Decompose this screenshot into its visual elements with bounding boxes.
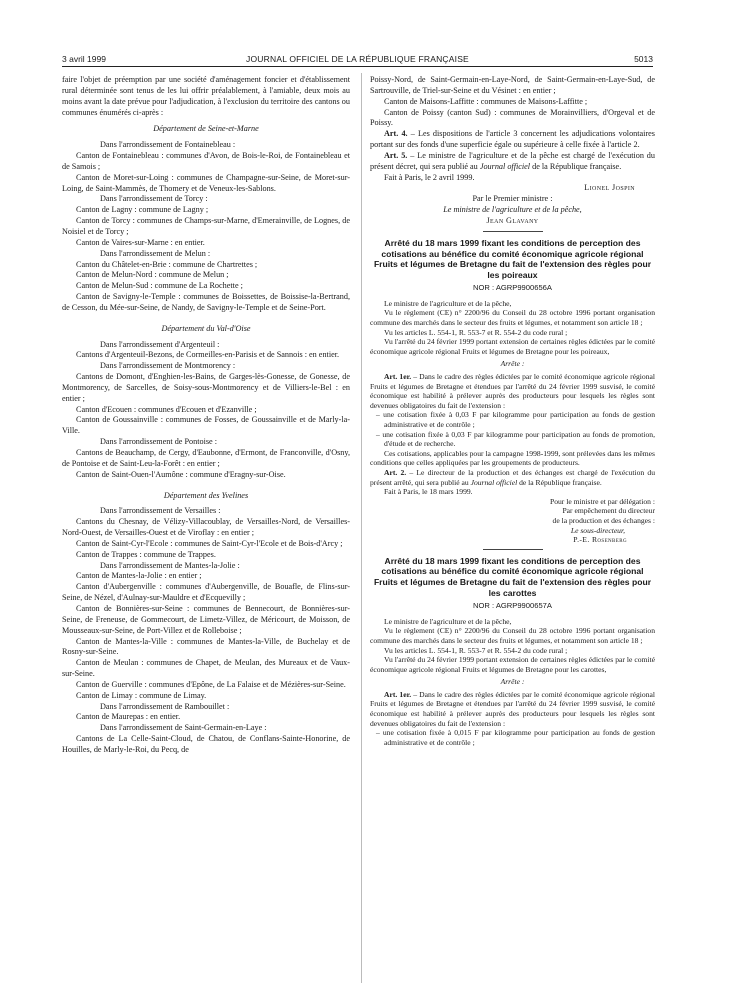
arrete-heading: Arrête : [500,677,525,687]
canton-line: Canton de Lagny : commune de Lagny ; [76,205,209,215]
arrondissement-line: Dans l'arrondissement de Saint-Germain-en-Laye : [100,723,267,733]
visa-line: Vu l'arrêté du 24 février 1999 portant extension de certaines règles édictées par le comité économique agricole régional Fruits et légumes de Bretagne pour les carottes, [370,655,655,674]
canton-line: Canton de Savigny-le-Temple : communes de Boissettes, de Boissise-la-Bertrand, de Cesson, du Mée-sur-Seine, de Nandy, de Savigny-le-Temple et de Seine-Port. [62,292,350,312]
signatory-name: Lionel Jospin [584,183,635,193]
article-1 [370,372,655,410]
header-journal-title: JOURNAL OFFICIEL DE LA RÉPUBLIQUE FRANÇAISE [246,54,469,64]
canton-line: Canton de Mantes-la-Jolie : en entier ; [76,571,202,581]
canton-line: Cantons de Domont, d'Enghien-les-Bains, de Garges-lès-Gonesse, de Gonesse, de Montmorency, de Sarcelles, de Soisy-sous-Montmorency et de Villiers-le-Bel : en entier ; [62,372,350,403]
canton-line: Cantons de La Celle-Saint-Cloud, de Chatou, de Conflans-Sainte-Honorine, de Houilles, de Marly-le-Roi, du Pecq, de [62,734,350,754]
canton-line: Cantons d'Argenteuil-Bezons, de Cormeilles-en-Parisis et de Sannois : en entier. [76,350,340,360]
department-list [62,340,350,481]
department-heading: Département des Yvelines [163,490,249,500]
signature-line: de la production et des échanges : [552,515,655,525]
visa-line: Vu les articles L. 554-1, R. 553-7 et R. 554-2 du code rural ; [384,645,568,655]
signature-preamble: Par le Premier ministre : [472,194,553,204]
department-heading: Département du Val-d'Oise [161,323,251,333]
page-header [62,52,653,67]
canton-line: Canton d'Aubergenville : communes d'Aubergenville, de Bouafle, de Flins-sur-Seine, de Nézel, d'Aulnay-sur-Mauldre et d'Ecquevilly ; [62,582,350,603]
canton-line: Canton de Mantes-la-Ville : communes de Mantes-la-Ville, de Buchelay et de Rosny-sur-Seine. [62,636,350,657]
article-label: Art. 2. [384,467,407,477]
signature-line: Pour le ministre et par délégation : [549,496,655,506]
arrondissement-line: Dans l'arrondissement d'Argenteuil : [100,339,220,349]
canton-line: Canton de Fontainebleau : communes d'Avon, de Bois-le-Roi, de Fontainebleau et de Samois ; [62,151,350,171]
bullet-list [370,410,655,448]
visa-line: Vu le règlement (CE) n° 2200/96 du Conseil du 28 octobre 1996 portant organisation commune des marchés dans le secteur des fruits et légumes, et notamment son article 18 ; [370,626,655,645]
department-list [62,506,350,755]
visa-line: Vu les articles L. 554-1, R. 553-7 et R. 554-2 du code rural ; [384,327,568,337]
canton-line: Canton de Trappes : commune de Trappes. [76,549,216,559]
sub-director-title: Le sous-directeur, [570,525,625,535]
canton-line: Cantons du Chesnay, de Vélizy-Villacoublay, de Versailles-Nord, de Versailles-Nord-Ouest, de Versailles-Ouest et de Viroflay : en entier ; [62,517,350,538]
arrete-heading: Arrête : [500,359,525,369]
canton-line: Canton de Torcy : communes de Champs-sur-Marne, d'Emerainville, de Lognes, de Noisiel et de Torcy ; [62,216,350,236]
decree-title: Arrêté du 18 mars 1999 fixant les conditions de perception des cotisations au bénéfice du comité économique agricole régional Fruits et légumes de Bretagne du fait de l'extension des règles pour les carottes [373,555,652,599]
canton-line: Canton de Meulan : communes de Chapet, de Meulan, des Mureaux et de Vaux-sur-Seine. [62,658,350,679]
arrondissement-line: Dans l'arrondissement de Mantes-la-Jolie : [100,560,240,570]
article-text: – Le directeur de la production et des échanges est chargé de l'exécution du présent arrêté, qui sera publié au [370,467,655,487]
canton-line: Canton de Bonnières-sur-Seine : communes de Bennecourt, de Bonnières-sur-Seine, de Freneuse, de Gommecourt, de Limetz-Villez, de Méricourt, de Moisson, de Mousseaux-sur-Seine, de Port-Villez et de Rolleboise ; [62,603,350,635]
signature-date: Fait à Paris, le 2 avril 1999. [384,172,475,182]
minister-name: Jean Glavany [486,215,539,225]
arrondissement-line: Dans l'arrondissement de Pontoise : [100,437,217,447]
canton-line: Canton de Goussainville : communes de Fosses, de Goussainville et de Marly-la-Ville. [62,415,350,436]
signatory-name: P.-E. Rosenberg [573,535,627,545]
bullet-item: – une cotisation fixée à 0,015 F par kilogramme pour participation au fonds de gestion administrative et de contrôle ; [376,728,655,747]
canton-line: Canton de Limay : commune de Limay. [76,690,207,700]
visa-line: Vu l'arrêté du 24 février 1999 portant extension de certaines règles édictées par le comité économique agricole régional Fruits et légumes de Bretagne pour les poireaux, [370,337,655,356]
article-5 [370,151,655,173]
canton-line: Canton de Vaires-sur-Marne : en entier. [76,237,205,247]
right-column [370,75,655,747]
canton-line: Canton du Châtelet-en-Brie : commune de Chartrettes ; [76,259,258,269]
signature-date: Fait à Paris, le 18 mars 1999. [384,487,473,497]
intro-paragraph: faire l'objet de préemption par une société d'aménagement foncier et d'établissement rural déterminée sont tenus de les lui offrir préalablement, à l'amiable, deux mois au moins avant la date prévue pour l'adjudication, à l'exclusion du territoire des cantons ou communes énumérés ci-après : [62,75,350,117]
canton-line: Canton de Poissy (canton Sud) : communes de Morainvilliers, d'Orgeval et de Poissy. [370,107,655,128]
department-list [62,140,350,314]
visa-line: Le ministre de l'agriculture et de la pêche, [384,298,512,308]
article-label: Art. 1er. [384,372,412,381]
visa-line: Le ministre de l'agriculture et de la pêche, [384,616,512,626]
article-text: – Dans le cadre des règles édictées par le comité économique agricole régional Fruits et légumes de Bretagne et étendues par l'arrêté du 24 février 1999 susvisé, le comité économique est habilité à prélever auprès des producteurs pour lesquels les règles sont devenues obligatoires du fait de l'extension : [370,372,655,410]
article-label: Art. 4. [384,129,408,139]
arrondissement-line: Dans l'arrondissement de Rambouillet : [100,701,230,711]
separator-rule [483,549,543,550]
article-1 [370,690,655,728]
arrondissement-line: Dans l'arrondissement de Fontainebleau : [100,140,236,150]
canton-line: Canton de Guerville : communes d'Epône, de La Falaise et de Mézières-sur-Seine. [76,679,346,689]
header-page-number: 5013 [634,54,653,64]
arrondissement-line: Dans l'arrondissement de Torcy : [100,194,208,204]
canton-line: Canton de Melun-Sud : commune de La Rochette ; [76,281,243,291]
article-text: – Le ministre de l'agriculture et de la pêche est chargé de l'exécution du présent décret, qui sera publié au [370,150,655,171]
arrondissement-line: Dans l'arrondissement de Versailles : [100,506,221,516]
department-heading: Département de Seine-et-Marne [153,124,259,134]
article-text: – Dans le cadre des règles édictées par le comité économique agricole régional Fruits et légumes de Bretagne et étendues par l'arrêté du 24 février 1999 susvisé, le comité économique est habilité à prélever auprès des producteurs pour lesquels les règles sont devenues obligatoires du fait de l'extension : [370,689,655,728]
nor-reference: NOR : AGRP9900657A [473,600,552,610]
canton-line: Canton de Melun-Nord : commune de Melun ; [76,270,229,280]
article-text-end: de la République française. [530,161,622,171]
decree-visas [370,299,655,357]
arrondissement-line: Dans l'arrondissement de Melun : [100,248,211,258]
signature-line: Par empêchement du directeur [562,506,655,516]
bullet-item: – une cotisation fixée à 0,03 F par kilogramme pour participation au fonds de gestion administrative et de contrôle ; [376,410,655,429]
article-label: Art. 1er. [384,689,412,699]
left-column [62,75,350,756]
decree-title: Arrêté du 18 mars 1999 fixant les conditions de perception des cotisations au bénéfice du comité économique agricole régional Fruits et légumes de Bretagne du fait de l'extension des règles pour les poireaux [373,237,652,281]
canton-line: Canton de Maisons-Laffitte : communes de Maisons-Laffitte ; [384,96,588,106]
article-text: – Les dispositions de l'article 3 concernent les adjudications volontaires portant sur des fonds d'une superficie égale ou supérieure à celle fixée à l'article 2. [370,129,655,150]
delegation-signature [370,497,655,526]
canton-line: Canton de Saint-Cyr-l'Ecole : communes de Saint-Cyr-l'Ecole et de Bois-d'Arcy ; [76,538,343,548]
continued-list [370,75,655,129]
separator-rule [483,231,543,232]
contributions-paragraph: Ces cotisations, applicables pour la campagne 1998-1999, sont prélevées dans les mêmes conditions que celles appliquées par les groupements de producteurs. [370,448,655,468]
article-4 [370,129,655,151]
article-text-end: de la République française. [517,477,602,487]
canton-line: Canton d'Ecouen : communes d'Ecouen et d'Ezanville ; [76,404,257,414]
column-divider [361,73,362,983]
article-label: Art. 5. [384,150,408,160]
decree-visas [370,617,655,675]
nor-reference: NOR : AGRP9900656A [473,283,552,292]
bullet-item: – une cotisation fixée à 0,03 F par kilogramme pour participation au fonds de promotion, d'étude et de recherche. [376,429,655,449]
canton-line: Cantons de Beauchamp, de Cergy, d'Eaubonne, d'Ermont, de Franconville, d'Osny, de Pontoise et de Saint-Leu-la-Forêt : en entier ; [62,448,350,468]
journal-name: Journal officiel [479,161,531,171]
canton-line: Canton de Maurepas : en entier. [76,712,181,722]
header-date: 3 avril 1999 [62,54,106,64]
article-2 [370,468,655,487]
journal-name: Journal officiel [470,477,518,487]
canton-line: Canton de Saint-Ouen-l'Aumône : commune d'Eragny-sur-Oise. [76,469,286,479]
canton-line: Poissy-Nord, de Saint-Germain-en-Laye-Nord, de Saint-Germain-en-Laye-Sud, de Sartrouville, de Triel-sur-Seine et du Vésinet : en entier ; [370,75,655,95]
canton-line: Canton de Moret-sur-Loing : communes de Champagne-sur-Seine, de Moret-sur-Loing, de Saint-Mammès, de Thomery et de Veneux-les-Sablons. [62,172,350,193]
minister-title: Le ministre de l'agriculture et de la pêche, [443,205,582,215]
arrondissement-line: Dans l'arrondissement de Montmorency : [100,361,236,371]
visa-line: Vu le règlement (CE) n° 2200/96 du Conseil du 28 octobre 1996 portant organisation commune des marchés dans le secteur des fruits et légumes, et notamment son article 18 ; [370,308,655,328]
